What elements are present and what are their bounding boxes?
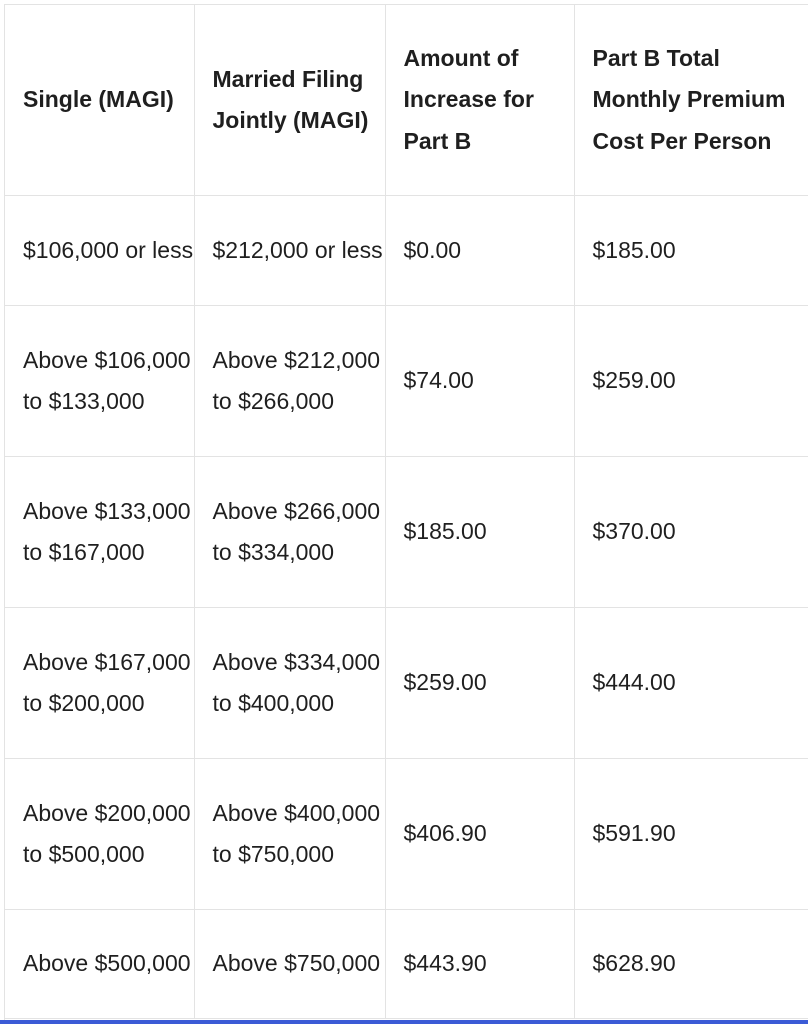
- cell-total-premium: $259.00: [574, 306, 808, 457]
- header-amount-of-increase: Amount of Increase for Part B: [385, 5, 574, 196]
- cell-married: Above $266,000 to $334,000: [194, 457, 385, 608]
- table-row: [5, 196, 808, 306]
- header-total-monthly-premium: Part B Total Monthly Premium Cost Per Person: [574, 5, 808, 196]
- cell-single: $106,000 or less: [5, 196, 194, 306]
- window-accent-bar: [0, 1020, 808, 1024]
- cell-single: Above $106,000 to $133,000: [5, 306, 194, 457]
- cell-total-premium: $185.00: [574, 196, 808, 306]
- header-single-magi: Single (MAGI): [5, 5, 194, 196]
- cell-increase: $443.90: [385, 910, 574, 1019]
- cell-total-premium: $628.90: [574, 910, 808, 1019]
- header-married-filing-jointly-magi: Married Filing Jointly (MAGI): [194, 5, 385, 196]
- cell-married: Above $400,000 to $750,000: [194, 759, 385, 910]
- cell-increase: $74.00: [385, 306, 574, 457]
- cell-single: Above $133,000 to $167,000: [5, 457, 194, 608]
- cell-increase: $259.00: [385, 608, 574, 759]
- table-row: [5, 608, 808, 759]
- cell-married: Above $334,000 to $400,000: [194, 608, 385, 759]
- table-header-row: [5, 5, 808, 196]
- cell-married: Above $212,000 to $266,000: [194, 306, 385, 457]
- table-row: [5, 910, 808, 1019]
- table-row: [5, 759, 808, 910]
- cell-total-premium: $591.90: [574, 759, 808, 910]
- table-row: [5, 457, 808, 608]
- cell-single: Above $167,000 to $200,000: [5, 608, 194, 759]
- medicare-part-b-table-container: [4, 4, 808, 1023]
- cell-total-premium: $444.00: [574, 608, 808, 759]
- medicare-part-b-irmaa-table: [5, 5, 808, 1019]
- cell-increase: $185.00: [385, 457, 574, 608]
- cell-single: Above $500,000: [5, 910, 194, 1019]
- cell-total-premium: $370.00: [574, 457, 808, 608]
- cell-married: Above $750,000: [194, 910, 385, 1019]
- table-row: [5, 306, 808, 457]
- cell-married: $212,000 or less: [194, 196, 385, 306]
- cell-increase: $0.00: [385, 196, 574, 306]
- cell-increase: $406.90: [385, 759, 574, 910]
- cell-single: Above $200,000 to $500,000: [5, 759, 194, 910]
